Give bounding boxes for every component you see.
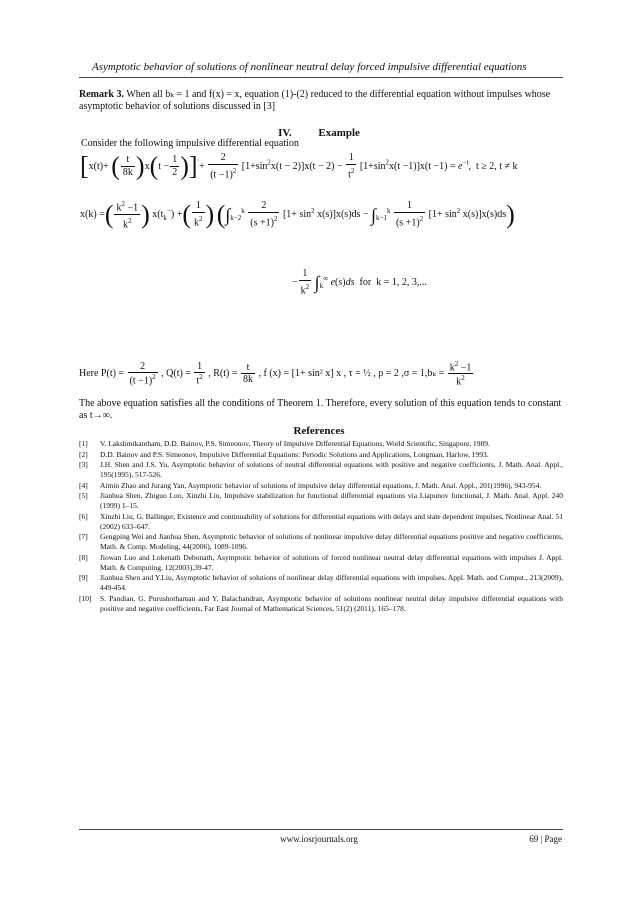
section-title: Example (318, 127, 360, 139)
reference-item: [5] Jianhua Shen, Zhiguo Luo, Xinzhi Liu, Impulsive stabilization for functional differential equations via Liapunov functional, J. Math. Anal. Appl. 240 (1999) 1–15. (79, 491, 563, 510)
equation-differential: [x(t)+ ( $\frac{t}{8k}$ )x(t − $\frac{1}{2}$ )]′+ $\frac{2}{(t -1)^2}$ $[1+\sin^2x(t - 2)]x(t - 2)$ − $\frac{1}{t^2}$ $[1+\sin^2x(t -1)]x(t -1) = e^{-t}$, t ≥ 2, t ≠ k (80, 151, 518, 181)
r-fraction: $\frac{t}{8k}$ (243, 362, 253, 386)
footer-divider (79, 829, 563, 830)
p-fraction: $\frac{2}{(t -1)^2}$ (129, 361, 156, 387)
reference-item: [9] Jianhua Shen and Y.Liu, Asymptotic behavior of solutions of nonlinear delay differential equations with impulses, Appl. Math. and Comput., 213(2009), 449-454. (79, 573, 563, 592)
reference-item: [6] Xinzhi Liu, G. Ballinger, Existence and continuability of solutions for differential equations with delays and state dependent impulses, Nonlinear Anal. 51 (2002) 633–647. (79, 511, 563, 531)
bk-fraction: $\frac{k^2 -1}{k^2}$ (449, 360, 472, 388)
consider-text: Consider the following impulsive differential equation (81, 138, 299, 149)
references-list (79, 439, 563, 614)
definitions-r: , R(t) = (208, 368, 238, 380)
reference-item: [1] V. Lakshmikantham, D.D. Bainov, P.S. Simeonov, Theory of Impulsive Differential Equations, World Scientific, Singapore, 1989. (79, 439, 490, 448)
definitions-line (79, 360, 474, 388)
definitions-lead: Here P(t) = (79, 368, 125, 380)
references-heading: References (293, 425, 345, 437)
definitions-q: , Q(t) = (161, 368, 191, 380)
page-number: 69 | Page (529, 834, 562, 844)
footer-url[interactable]: www.iosrjournals.org (280, 834, 358, 844)
equation-impulse-tail: − $\frac{1}{k^2}$ $\int_k^\infty$ e(s)ds for k = 1, 2, 3,... (292, 268, 427, 297)
remark-paragraph (79, 89, 563, 113)
reference-item: [3] J.H. Shen and J.S. Yu, Asymptotic behavior of solutions of neutral differential equations with positive and negative coefficients, J. Math. Anal. Appl., 195(1995), 517-526. (79, 460, 563, 479)
reference-item: [8] Jiowan Luo and Lokenath Debonath, Asymptotic behavior of solutions of forced nonlinear neutral delay differential equations with impulses J. Appl. Math. & Computing, 12(2003),39-47. (79, 552, 563, 572)
definitions-f: , f (x) = [1+ sin² x] x , τ = ½ , ρ = 2 ,σ = 1,bₖ = (258, 368, 445, 380)
reference-item: [10] S. Pandian, G. Purushothaman and Y. Balachandran, Asymptotic behavior of solutions nonlinear neutral delay impulsive differential equations with positive and negative coefficients, Far East Journal of Mathematical Sciences, 51(2) (2011), 165–178. (79, 593, 563, 613)
equation-impulse: x(k) =( $\frac{k^2 -1}{k^2}$ ) $x(t_k^-)$ +( $\frac{1}{k^2}$ ) ($\int_{k-2}^k$ $\frac{2}{(s +1)^2}$ $[1+ \sin^2 x(s)]x(s)ds - \int_{k-1}^k$ $\frac{1}{(s +1)^2}$ $[1+ \sin^2 x(s)]x(s)ds$) (80, 199, 515, 231)
remark-text: When all bₖ = 1 and f(x) = x, equation (1)-(2) reduced to the differential equation without impulses whose asymptotic behavior of solutions discussed in [3] (79, 89, 551, 112)
reference-item: [7] Gengping Wei and Jianhua Shen, Asymptotic behavior of solutions of nonlinear impulsive delay differential equations positive and negative coefficients, Math. & Comp. Modeling, 44(2006), 1089-1096. (79, 532, 563, 551)
section-number: IV. (278, 127, 292, 139)
header-divider (79, 77, 563, 78)
remark-label: Remark 3. (79, 89, 124, 100)
conclusion-paragraph: The above equation satisfies all the conditions of Theorem 1. Therefore, every solution of this equation tends to constant as t→∞. (79, 398, 562, 421)
running-header: Asymptotic behavior of solutions of nonlinear neutral delay forced impulsive differential equations (92, 61, 527, 73)
reference-item: [4] Aimin Zhao and Jurang Yan, Asymptotic behavior of solutions of impulsive delay differential equations, J. Math. Anal. Appl., 201(1996), 943-954. (79, 480, 542, 490)
q-fraction: $\frac{1}{t^2}$ (196, 361, 203, 387)
reference-item: [2] D.D. Bainov and P.S. Simeonov, Impulsive Differential Equations: Periodic Solutions and Applications, Longman, Harlow, 1993. (79, 449, 489, 459)
